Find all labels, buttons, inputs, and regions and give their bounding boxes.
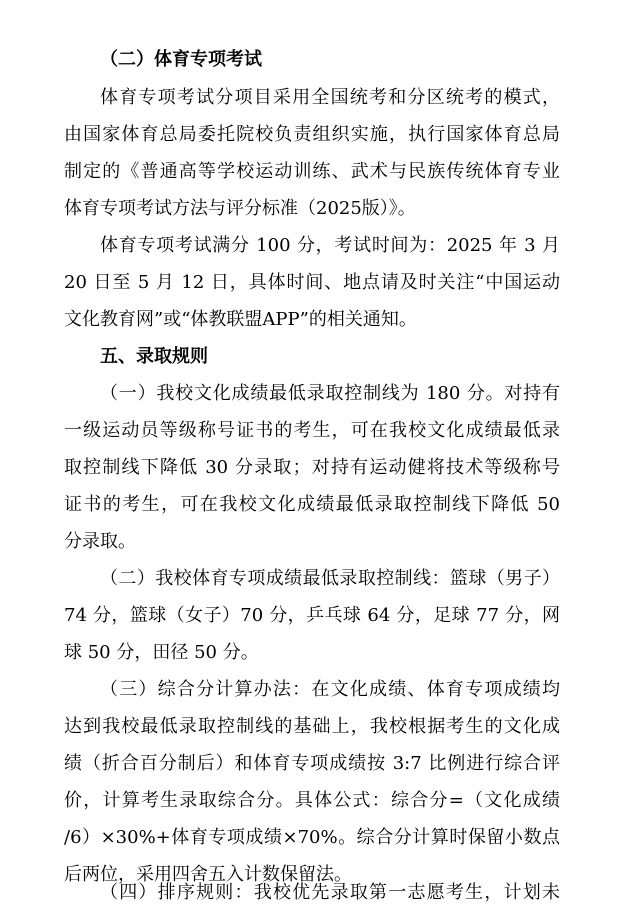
paragraph-line: 球 50 分，田径 50 分。 — [64, 642, 259, 663]
paragraph-line: 一级运动员等级称号证书的考生，可在我校文化成绩最低录 — [64, 420, 560, 441]
paragraph-line: （二）我校体育专项成绩最低录取控制线：篮球（男子） — [100, 568, 560, 589]
paragraph-line: （三）综合分计算办法：在文化成绩、体育专项成绩均 — [100, 679, 560, 700]
paragraph-line: （一）我校文化成绩最低录取控制线为 180 分。对持有 — [100, 383, 560, 404]
paragraph-line: 后两位，采用四舍五入计数保留法。 — [64, 864, 352, 885]
section-heading-admission-rules: 五、录取规则 — [100, 346, 208, 367]
paragraph-line: 证书的考生，可在我校文化成绩最低录取控制线下降低 50 — [64, 494, 560, 515]
paragraph-line: 取控制线下降低 30 分录取；对持有运动健将技术等级称号 — [64, 457, 560, 478]
paragraph-line: 体育专项考试方法与评分标准（2025版）》。 — [64, 198, 416, 219]
paragraph-line: 20 日至 5 月 12 日，具体时间、地点请及时关注“中国运动 — [64, 272, 560, 293]
paragraph-line: 由国家体育总局委托院校负责组织实施，执行国家体育总局 — [64, 124, 560, 145]
paragraph-line: 价，计算考生录取综合分。具体公式：综合分=（文化成绩 — [64, 790, 560, 811]
paragraph-line: 达到我校最低录取控制线的基础上，我校根据考生的文化成 — [64, 716, 560, 737]
paragraph-line: 体育专项考试分项目采用全国统考和分区统考的模式， — [100, 87, 560, 108]
paragraph-line: （四）排序规则：我校优先录取第一志愿考生，计划未 — [100, 882, 560, 903]
paragraph-line: 绩（折合百分制后）和体育专项成绩按 3:7 比例进行综合评 — [64, 753, 560, 774]
section-heading-sports-exam: （二）体育专项考试 — [100, 49, 262, 70]
paragraph-line: 制定的《普通高等学校运动训练、武术与民族传统体育专业 — [64, 161, 560, 182]
paragraph-line: /6）×30%+体育专项成绩×70%。综合分计算时保留小数点 — [64, 827, 560, 848]
paragraph-line: 体育专项考试满分 100 分，考试时间为：2025 年 3 月 — [100, 235, 560, 256]
paragraph-line: 74 分，篮球（女子）70 分，乒乓球 64 分，足球 77 分，网 — [64, 605, 560, 626]
paragraph-line: 分录取。 — [64, 531, 136, 552]
paragraph-line: 文化教育网”或“体教联盟APP”的相关通知。 — [64, 309, 417, 330]
